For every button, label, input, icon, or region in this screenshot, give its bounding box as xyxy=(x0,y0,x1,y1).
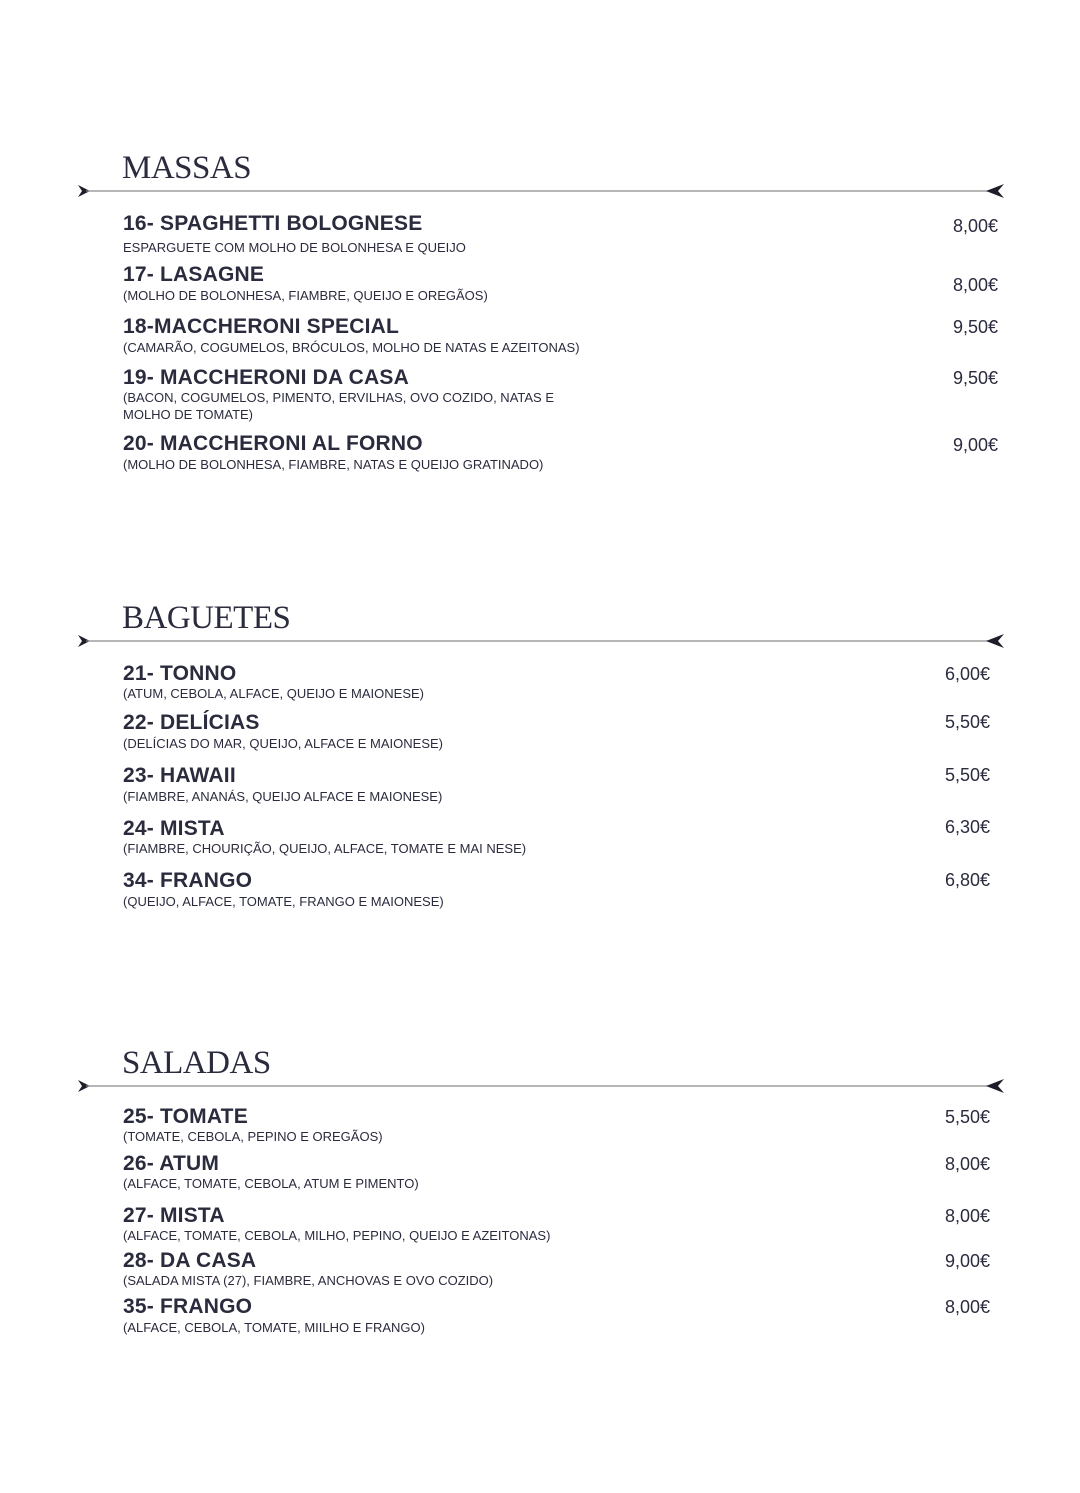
item-name: 17- LASAGNE xyxy=(123,263,265,286)
item-name: 28- DA CASA xyxy=(123,1249,257,1272)
item-price: 8,00€ xyxy=(944,1154,990,1174)
item-name: 16- SPAGHETTI BOLOGNESE xyxy=(123,212,423,235)
item-price: 8,00€ xyxy=(952,275,998,295)
section-divider xyxy=(78,1078,1004,1094)
item-price: 8,00€ xyxy=(952,216,998,236)
item-name: 21- TONNO xyxy=(123,662,237,685)
section-title: MASSAS xyxy=(122,150,252,186)
section-divider xyxy=(78,183,1004,199)
item-description: (ATUM, CEBOLA, ALFACE, QUEIJO E MAIONESE) xyxy=(123,686,424,701)
item-price: 5,50€ xyxy=(944,1107,990,1127)
item-name: 25- TOMATE xyxy=(123,1105,248,1128)
item-name: 20- MACCHERONI AL FORNO xyxy=(123,432,423,455)
item-price: 9,00€ xyxy=(952,435,998,455)
item-price: 6,80€ xyxy=(944,870,990,890)
item-price: 5,50€ xyxy=(944,712,990,732)
item-name: 27- MISTA xyxy=(123,1204,225,1227)
item-name: 26- ATUM xyxy=(123,1152,220,1175)
item-price: 5,50€ xyxy=(944,765,990,785)
item-description: (MOLHO DE BOLONHESA, FIAMBRE, NATAS E QUEIJO GRATINADO) xyxy=(123,457,544,472)
item-description: (QUEIJO, ALFACE, TOMATE, FRANGO E MAIONESE) xyxy=(123,894,444,909)
item-price: 8,00€ xyxy=(944,1297,990,1317)
item-name: 34- FRANGO xyxy=(123,869,253,892)
section-title: BAGUETES xyxy=(122,600,291,636)
item-price: 8,00€ xyxy=(944,1206,990,1226)
item-price: 9,50€ xyxy=(952,317,998,337)
item-description: (FIAMBRE, ANANÁS, QUEIJO ALFACE E MAIONESE) xyxy=(123,789,443,804)
item-price: 6,00€ xyxy=(944,664,990,684)
section-title: SALADAS xyxy=(122,1045,271,1081)
item-price: 9,00€ xyxy=(944,1251,990,1271)
item-description: (ALFACE, TOMATE, CEBOLA, ATUM E PIMENTO) xyxy=(123,1176,419,1191)
arrow-head-icon xyxy=(986,1079,1004,1093)
item-name: 35- FRANGO xyxy=(123,1295,253,1318)
item-description: (TOMATE, CEBOLA, PEPINO E OREGÃOS) xyxy=(123,1129,383,1144)
item-name: 18-MACCHERONI SPECIAL xyxy=(123,315,400,338)
item-description: ESPARGUETE COM MOLHO DE BOLONHESA E QUEIJO xyxy=(123,240,466,255)
item-description: (ALFACE, TOMATE, CEBOLA, MILHO, PEPINO, QUEIJO E AZEITONAS) xyxy=(123,1228,551,1243)
item-name: 24- MISTA xyxy=(123,817,225,840)
item-name: 19- MACCHERONI DA CASA xyxy=(123,366,409,389)
arrow-head-icon xyxy=(986,634,1004,648)
item-description: (BACON, COGUMELOS, PIMENTO, ERVILHAS, OVO COZIDO, NATAS E MOLHO DE TOMATE) xyxy=(123,390,554,422)
item-description: (DELÍCIAS DO MAR, QUEIJO, ALFACE E MAIONESE) xyxy=(123,736,444,751)
arrow-head-icon xyxy=(986,184,1004,198)
item-description: (CAMARÃO, COGUMELOS, BRÓCULOS, MOLHO DE NATAS E AZEITONAS) xyxy=(123,340,580,355)
item-name: 22- DELÍCIAS xyxy=(123,711,260,734)
item-description: (MOLHO DE BOLONHESA, FIAMBRE, QUEIJO E OREGÃOS) xyxy=(123,288,488,303)
item-price: 9,50€ xyxy=(952,368,998,388)
item-description: (ALFACE, CEBOLA, TOMATE, MIILHO E FRANGO) xyxy=(123,1320,425,1335)
section-divider xyxy=(78,633,1004,649)
item-price: 6,30€ xyxy=(944,817,990,837)
item-description: (SALADA MISTA (27), FIAMBRE, ANCHOVAS E OVO COZIDO) xyxy=(123,1273,494,1288)
item-description: (FIAMBRE, CHOURIÇÃO, QUEIJO, ALFACE, TOMATE E MAI NESE) xyxy=(123,841,527,856)
item-name: 23- HAWAII xyxy=(123,764,236,787)
